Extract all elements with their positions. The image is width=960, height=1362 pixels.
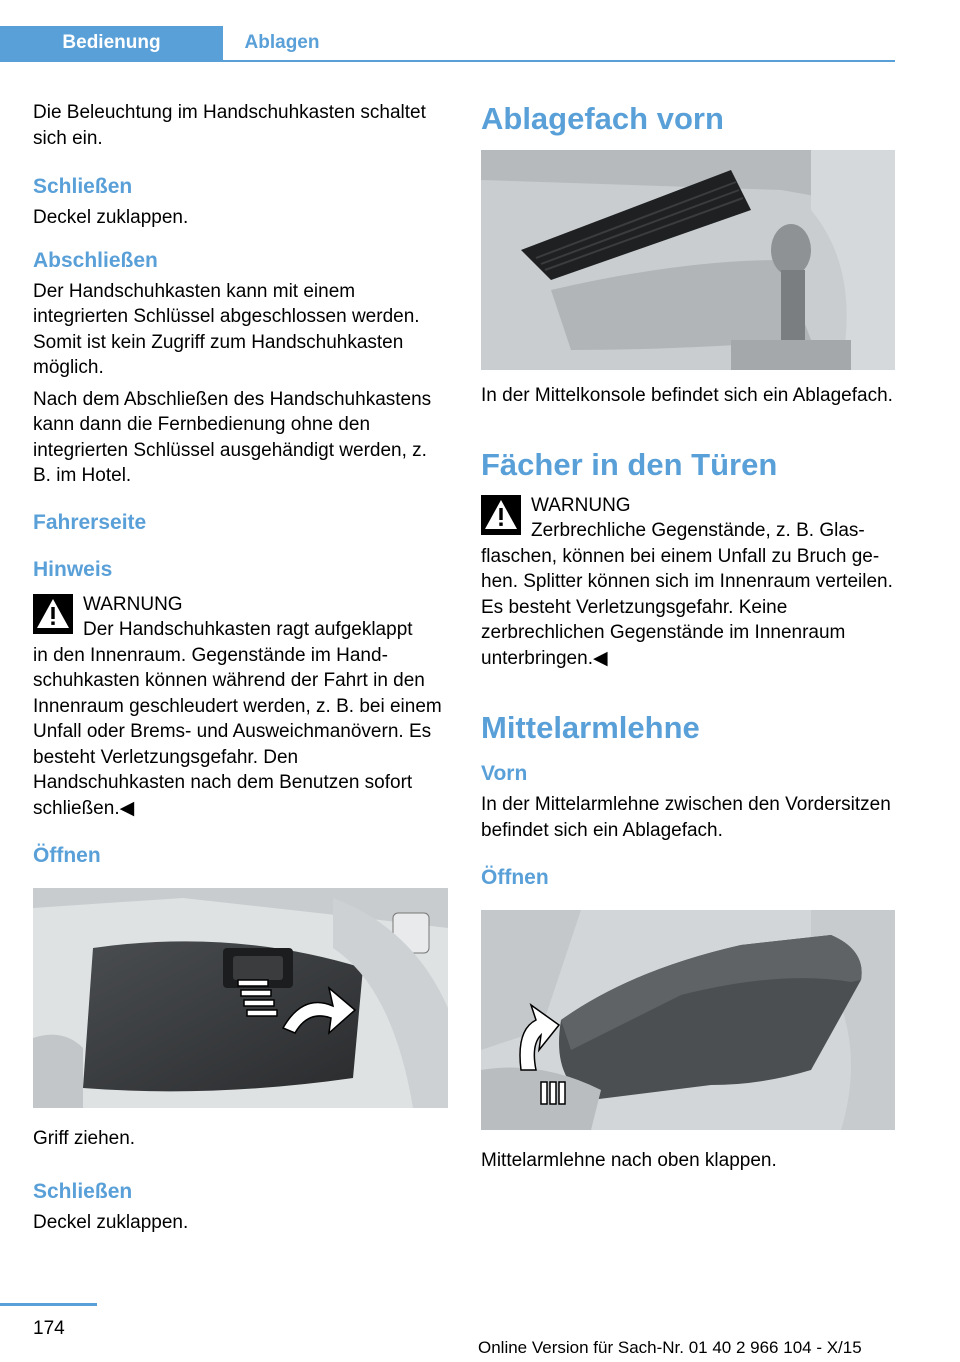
heading-oeffnen-right: Öffnen: [481, 866, 549, 889]
right-column: [481, 100, 895, 1174]
paragraph-abschliessen-2: Nach dem Abschließen des Handschuhkastens kann dann die Fernbedienung ohne den integrierten Schlüssel ausgehändigt werden, z. B. im Hotel.: [33, 388, 432, 486]
heading-schliessen: Schließen: [33, 175, 133, 198]
warning-box-handschuhkasten: [33, 592, 448, 822]
warning-label: WARNUNG: [531, 494, 631, 516]
page-header: [0, 0, 895, 62]
heading-schliessen-2: Schließen: [33, 1179, 133, 1203]
paragraph-abschliessen-1: Der Handschuhkasten kann mit einem integrierten Schlüssel abgeschlossen werden. Somit ist kein Zugriff zum Handschuhkasten möglich.: [33, 280, 420, 378]
footer-rule: [0, 1303, 97, 1306]
warning-text-rest: flaschen, können bei einem Unfall zu Bruch gehen. Splitter können sich im Innenraum verteilen. Es besteht Verletzungsgefahr. Keine zerbrechlichen Gegenstände im Innenraum unterbringen.◀: [481, 545, 893, 669]
heading-ablagefach-vorn: Ablagefach vorn: [481, 101, 724, 136]
warning-label: WARNUNG: [83, 593, 183, 615]
paragraph-beleuchtung: Die Beleuchtung im Handschuhkasten schaltet sich ein.: [33, 102, 426, 149]
warning-box-tueren: [481, 493, 895, 672]
heading-abschliessen: Abschließen: [33, 248, 158, 272]
warning-triangle-icon: [33, 594, 73, 634]
paragraph-mittelkonsole: In der Mittelkonsole befindet sich ein Ablagefach.: [481, 385, 893, 406]
caption-griff-ziehen: Griff ziehen.: [33, 1128, 136, 1149]
glovebox-image: [33, 888, 448, 1108]
paragraph-deckel-zuklappen: Deckel zuklappen.: [33, 207, 189, 228]
tab-bedienung[interactable]: Bedienung: [0, 26, 223, 60]
warning-text-line1: Der Handschuhkasten ragt aufgeklappt: [83, 619, 413, 640]
warning-triangle-icon: [481, 495, 521, 535]
online-version-note: Online Version für Sach-Nr. 01 40 2 966 104 - X/15: [478, 1338, 862, 1357]
caption-armlehne-klappen: Mittelarmlehne nach oben klappen.: [481, 1150, 777, 1171]
warning-text-line1: Zerbrechliche Gegenstände, z. B. Glas-: [531, 520, 865, 541]
left-column: [33, 100, 448, 1235]
heading-vorn: Vorn: [481, 762, 528, 785]
header-rule: [0, 60, 895, 62]
heading-oeffnen: Öffnen: [33, 844, 101, 867]
heading-fahrerseite: Fahrerseite: [33, 510, 147, 534]
tab-ablagen[interactable]: Ablagen: [244, 32, 320, 53]
heading-hinweis: Hinweis: [33, 557, 113, 581]
page-number: 174: [33, 1318, 65, 1339]
heading-faecher-tueren: Fächer in den Türen: [481, 446, 778, 482]
armrest-image: [481, 910, 895, 1130]
paragraph-vorn: In der Mittelarmlehne zwischen den Vordersitzen befindet sich ein Ablagefach.: [481, 794, 891, 841]
storage-compartment-image: [481, 150, 895, 370]
paragraph-deckel-zuklappen-2: Deckel zuklappen.: [33, 1211, 189, 1233]
warning-text-rest: in den Innenraum. Gegenstände im Handschuhkasten können während der Fahrt in den Innenraum geschleudert werden, z. B. bei einem Unfall oder Brems- und Ausweichmanövern. Es besteht Verletzungsgefahr. Den Handschuhkasten nach dem Benutzen sofort schließen.◀: [33, 644, 442, 819]
heading-mittelarmlehne: Mittelarmlehne: [481, 710, 700, 745]
